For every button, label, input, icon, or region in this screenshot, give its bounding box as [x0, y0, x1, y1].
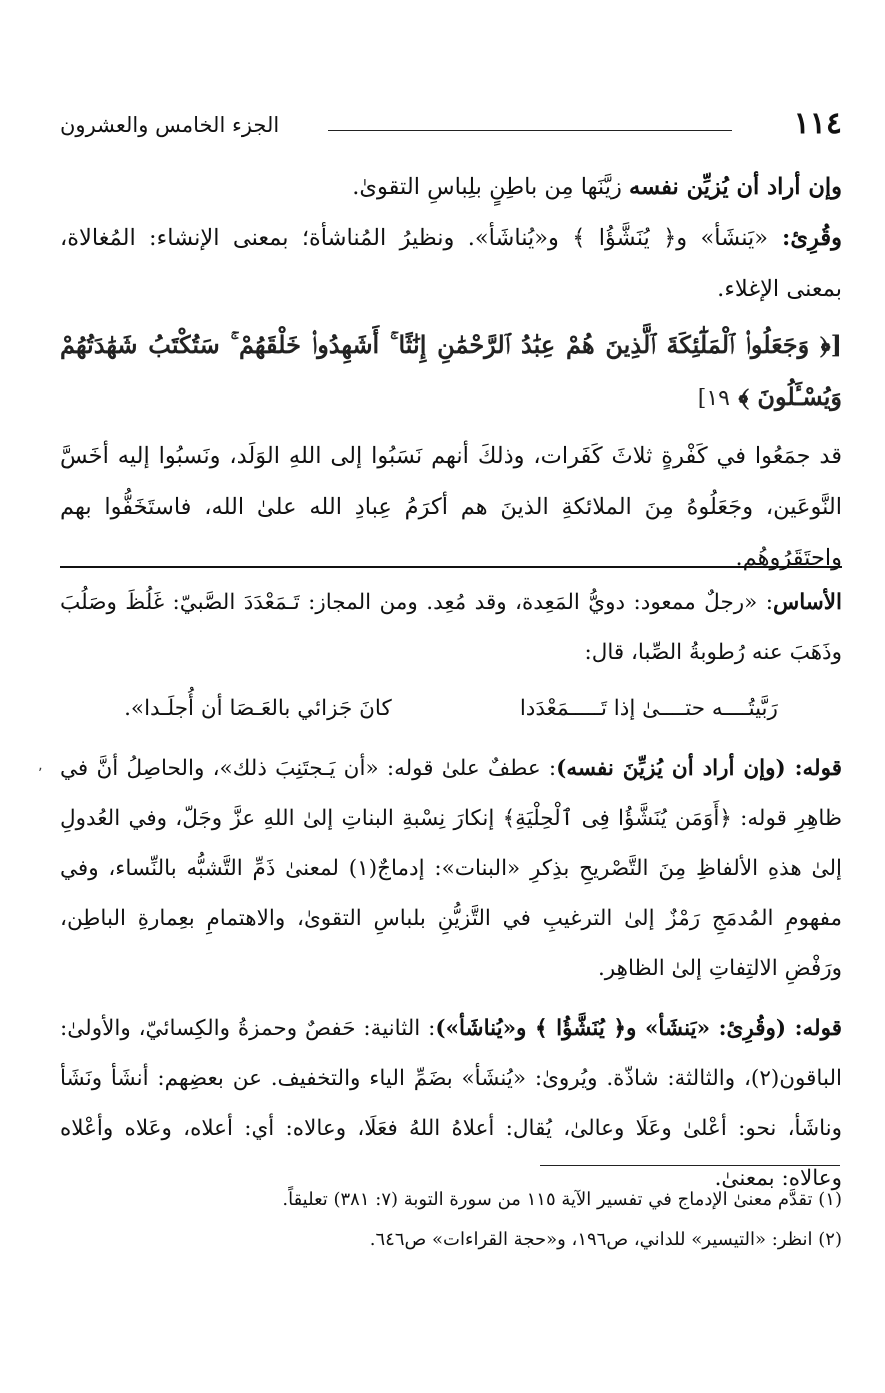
- poetry-verse: [60, 684, 842, 734]
- commentary: [60, 578, 842, 1204]
- section-rule: [60, 566, 842, 568]
- hemistich-first: رَبَّيتُــــه حتــــىٰ إذا تَـــــمَعْدَدا: [519, 696, 778, 721]
- quran-verse: [﴿ وَجَعَلُوا۟ ٱلْمَلَٰٓئِكَةَ ٱلَّذِينَ هُمْ عِبَٰدُ ٱلرَّحْمَٰنِ إِنَٰثًا ۚ أَشَهِدُوا۟ خَلْقَهُمْ ۚ سَتُكْتَبُ شَهَٰدَتُهُمْ وَيُسْـَٔلُونَ ﴾ ١٩]: [60, 330, 842, 411]
- verse-number: ١٩]: [697, 386, 730, 411]
- lemma: وقُرِئ:: [768, 225, 842, 251]
- margin-mark: ٬: [38, 766, 43, 782]
- commentary-paragraph-1: قوله: (وإن أراد أن يُزيِّنَ نفسه): عطفٌ علىٰ قوله: «أن يَـجتَنِبَ ذلك»، والحاصِلُ أنَّ في ظاهِرِ قوله: ﴿أَوَمَن يُنَشَّؤُا فِى ٱلْحِلْيَةِ﴾ إنكارَ نِسْبةِ البناتِ إلىٰ اللهِ عزَّ وجَلّ، وفي العُدولِ إلىٰ هذهِ الألفاظِ مِنَ التَّصْريحِ بذِكرِ «البنات»: إدماجٌ(١) لمعنىٰ ذَمِّ التَّشبُّه بالنِّساء، وفي مفهومِ المُدمَجِ رَمْزٌ إلىٰ الترغيبِ في التَّزيُّنِ بلباسِ التقوىٰ، والاهتمامِ بعِمارةِ الباطِن، ورَفْضِ الالتِفاتِ إلىٰ الظاهِر.: [60, 756, 842, 981]
- header-rule: [328, 130, 732, 131]
- main-text: [60, 162, 842, 584]
- page-number: ١١٤: [793, 106, 842, 141]
- main-paragraph-3: قد جمَعُوا في كَفْرةٍ ثلاثَ كَفَرات، وذلكَ أنهم نَسَبُوا إلى اللهِ الوَلَد، ونَسبُوا إليه أخَسَّ النَّوعَين، وجَعَلُوهُ مِنَ الملائكةِ الذينَ هم أكرَمُ عِبادِ الله علىٰ الله، فاستَخَفُّوا بهم واحتَقَرُوهُم.: [60, 443, 842, 571]
- main-paragraph-1: وإن أراد أن يُزيِّن نفسه زيَّنَها مِن باطِنٍ بلِباسِ التقوىٰ.: [352, 174, 842, 200]
- main-paragraph-2: وقُرِئ: «يَنشَأ» و﴿ يُنَشَّؤُا ﴾ و«يُناشَأ». ونظيرُ المُناشأة؛ بمعنى الإنشاء: المُغالاة، بمعنى الإغلاء.: [60, 225, 842, 302]
- footnote-2: (٢) انظر: «التيسير» للداني، ص١٩٦، و«حجة القراءات» ص٦٤٦.: [369, 1229, 842, 1250]
- hemistich-second: كانَ جَزائي بالعَـصَا أن أُجلَـدا».: [124, 696, 392, 721]
- asas-paragraph: الأساس: «رجلٌ ممعود: دويُّ المَعِدة، وقد مُعِد. ومن المجاز: تَـمَعْدَدَ الصَّبيّ: غَلُظَ وصَلُبَ وذَهَبَ عنه رُطوبةُ الصِّبا، قال:: [60, 590, 842, 665]
- lemma: قوله: (وإن أراد أن يُزيِّنَ نفسه): [556, 756, 842, 781]
- lemma: قوله: (وقُرِئ: «يَنشَأ» و﴿ يُنَشَّؤُا ﴾ و«يُناشَأ»): [435, 1016, 842, 1041]
- footnotes: [60, 1180, 842, 1260]
- running-header: [60, 104, 842, 144]
- part-title: الجزء الخامس والعشرون: [60, 113, 280, 137]
- footnote-rule: [540, 1165, 840, 1166]
- footnote-1: (١) تقدَّم معنىٰ الإدماج في تفسير الآية ١١٥ من سورة التوبة (٧: ٣٨١) تعليقاً.: [282, 1189, 842, 1210]
- lemma: وإن أراد أن يُزيِّن نفسه: [629, 174, 842, 200]
- commentary-paragraph-2: قوله: (وقُرِئ: «يَنشَأ» و﴿ يُنَشَّؤُا ﴾ و«يُناشَأ»): الثانية: حَفصٌ وحمزةُ والكِسائيّ، والأولىٰ: الباقون(٢)، والثالثة: شاذّة. ويُروىٰ: «يُنشَأ» بضَمِّ الياء والتخفيف. عن بعضِهم: أنشَأ ونَشَأ وناشَأ، نحو: أعْلىٰ وعَلَا وعالىٰ، يُقال: أعلاهُ اللهُ فعَلَا، وعالاه: أي: أعلاه، وعَلاه وأعْلاه وعالاه: بمعنىٰ.: [60, 1016, 842, 1191]
- asas-label: الأساس: [772, 590, 842, 615]
